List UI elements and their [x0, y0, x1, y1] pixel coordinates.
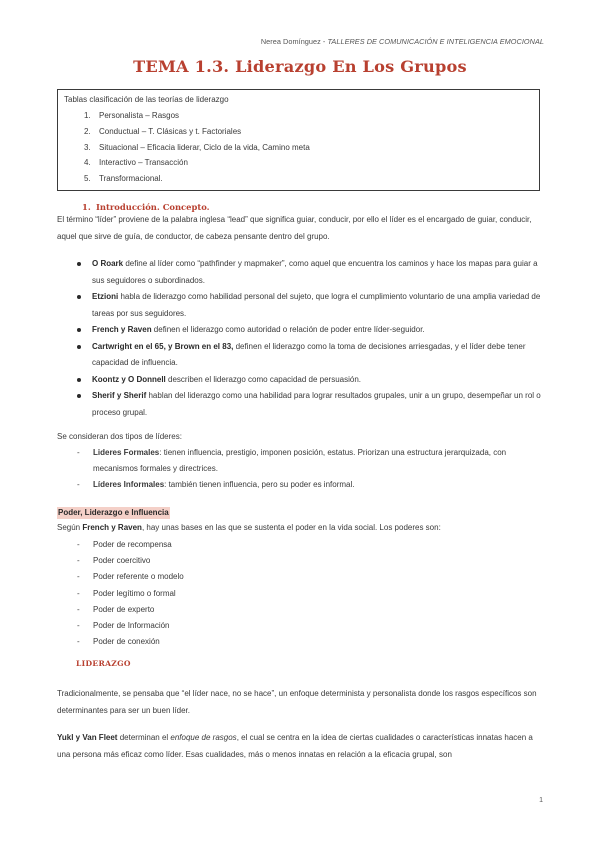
intro-paragraph: El término “líder” proviene de la palabra inglesa “lead” que significa guiar, conducir, por ello el líder es el encargado de guiar, conducir, aquel que sirve de guía, de conductor, de cabeza pensante dentro del grupo.	[57, 215, 532, 241]
dash-marker: -	[77, 637, 80, 647]
power-intro	[57, 520, 543, 537]
list-item	[77, 602, 543, 618]
classification-box-title: Tablas clasificación de las teorías de liderazgo	[64, 95, 229, 104]
list-item	[77, 372, 543, 389]
item-number: 5.	[84, 174, 91, 184]
bullet-dot	[77, 378, 81, 382]
powers-list	[77, 537, 543, 650]
item-text: Personalista – Rasgos	[99, 111, 180, 120]
list-item	[77, 586, 543, 602]
author-name: French y Raven	[92, 325, 152, 334]
classification-item	[84, 127, 310, 143]
power-name: Poder de Información	[93, 621, 170, 631]
item-number: 2.	[84, 126, 91, 136]
definition-text: define al líder como “pathfinder y mapmaker”, como aquel que encuentra los caminos y hace los mapas para guiar a sus seguidores o subordinados.	[92, 259, 538, 285]
item-number: 3.	[84, 142, 91, 152]
list-item	[77, 289, 543, 322]
leader-types-list	[77, 445, 543, 494]
power-name: Poder de conexión	[93, 637, 160, 647]
liderazgo-paragraph-1: Tradicionalmente, se pensaba que “el líder nace, no se hace”, un enfoque determinista y personalista donde los rasgos específicos son determinantes para ser un buen líder.	[57, 689, 537, 715]
list-item	[77, 339, 543, 372]
dash-marker: -	[77, 588, 80, 598]
page-header	[261, 37, 544, 46]
liderazgo-paragraph-2	[57, 730, 543, 763]
list-item	[77, 477, 543, 493]
p2-italic: enfoque de rasgos	[170, 733, 237, 742]
classification-item	[84, 158, 310, 174]
bullet-dot	[77, 328, 81, 332]
classification-item	[84, 111, 310, 127]
power-intro-post: , hay unas bases en las que se sustenta el poder en la vida social. Los poderes son:	[141, 523, 441, 532]
leader-type-text: : también tienen influencia, pero su poder es informal.	[164, 480, 355, 490]
dash-marker: -	[77, 621, 80, 631]
power-name: Poder legítimo o formal	[93, 588, 176, 598]
p2-bold: Yukl y Van Fleet	[57, 733, 118, 742]
power-name: Poder de recompensa	[93, 540, 172, 549]
leader-type-name: Lideres Formales	[93, 448, 160, 457]
definition-text: definen el liderazgo como autoridad o relación de poder entre líder-seguidor.	[151, 325, 425, 334]
definitions-list	[77, 256, 543, 421]
power-name: Poder referente o modelo	[93, 572, 184, 582]
author-name: Sherif y Sherif	[92, 391, 147, 400]
power-name: Poder coercitivo	[93, 556, 151, 566]
definition-text: hablan del liderazgo como una habilidad para lograr resultados grupales, unir a un grupo, desempeñar un rol o proceso grupal.	[92, 391, 541, 417]
item-text: Situacional – Eficacia liderar, Ciclo de la vida, Camino meta	[99, 142, 310, 152]
list-item	[77, 634, 543, 650]
item-text: Conductual – T. Clásicas y t. Factoriales	[99, 126, 242, 136]
item-number: 4.	[84, 158, 91, 168]
power-name: Poder de experto	[93, 604, 155, 614]
dash-marker: -	[77, 480, 80, 490]
classification-item	[84, 143, 310, 159]
power-intro-pre: Según	[57, 523, 83, 532]
list-item	[77, 553, 543, 569]
classification-item	[84, 174, 310, 190]
dash-marker: -	[77, 540, 80, 549]
bullet-dot	[77, 394, 81, 398]
item-number: 1.	[84, 111, 91, 120]
list-item	[77, 256, 543, 289]
list-item	[77, 388, 543, 421]
leader-type-name: Líderes Informales	[93, 480, 165, 490]
section-heading-liderazgo: LIDERAZGO	[76, 659, 131, 668]
item-text: Transformacional.	[99, 174, 163, 184]
list-item	[77, 445, 543, 477]
author-name: O Roark	[92, 259, 124, 268]
definition-text: definen el liderazgo como la toma de decisiones arriesgadas, y el líder debe tener capacidad de influencia.	[92, 341, 526, 367]
definition-text: describen el liderazgo como capacidad de persuasión.	[165, 374, 362, 384]
list-item	[77, 569, 543, 585]
bullet-dot	[77, 345, 81, 349]
dash-marker: -	[77, 556, 80, 566]
leader-types-intro: Se consideran dos tipos de líderes:	[57, 432, 182, 441]
dash-marker: -	[77, 572, 80, 582]
page-number: 1	[539, 797, 543, 804]
bullet-dot	[77, 295, 81, 299]
power-intro-bold: French y Raven	[82, 523, 142, 532]
p2-post: , el cual se centra en la idea de ciertas cualidades o características innatas hacen a una persona más eficaz como líder. Esas cualidades, más o menos innatas en relación a la eficacia grupal, son	[57, 733, 533, 759]
classification-list	[84, 111, 310, 190]
section-heading-text: Introducción. Concepto.	[96, 202, 210, 212]
leader-type-text: : tienen influencia, prestigio, imponen posición, estatus. Priorizan una estructura jerarquizada, con mecanismos formales y directrices.	[93, 448, 507, 474]
item-text: Interactivo – Transacción	[99, 158, 188, 168]
author-name: Cartwright en el 65, y Brown en el 83,	[92, 341, 234, 351]
list-item	[77, 618, 543, 634]
header-author: Nerea Domínguez -	[260, 37, 328, 46]
definition-text: habla de liderazgo como habilidad personal del sujeto, que logra el cumplimiento voluntario de una amplia variedad de tareas por sus seguidores.	[92, 292, 541, 318]
classification-box	[57, 89, 540, 191]
author-name: Etzioni	[92, 292, 119, 301]
dash-marker: -	[77, 604, 80, 614]
bullet-dot	[77, 262, 81, 266]
page-title: TEMA 1.3. Liderazgo En Los Grupos	[133, 57, 467, 76]
header-subtitle: TALLERES DE COMUNICACIÓN E INTELIGENCIA EMOCIONAL	[327, 37, 544, 46]
author-name: Koontz y O Donnell	[92, 374, 166, 384]
list-item	[77, 322, 543, 339]
power-heading: Poder, Liderazgo e Influencia	[58, 508, 169, 517]
list-item	[77, 537, 543, 553]
dash-marker: -	[77, 448, 80, 457]
section-number: 1.	[82, 202, 91, 212]
section-heading-introduction	[82, 202, 210, 212]
p2-pre: determinan el	[117, 733, 171, 742]
